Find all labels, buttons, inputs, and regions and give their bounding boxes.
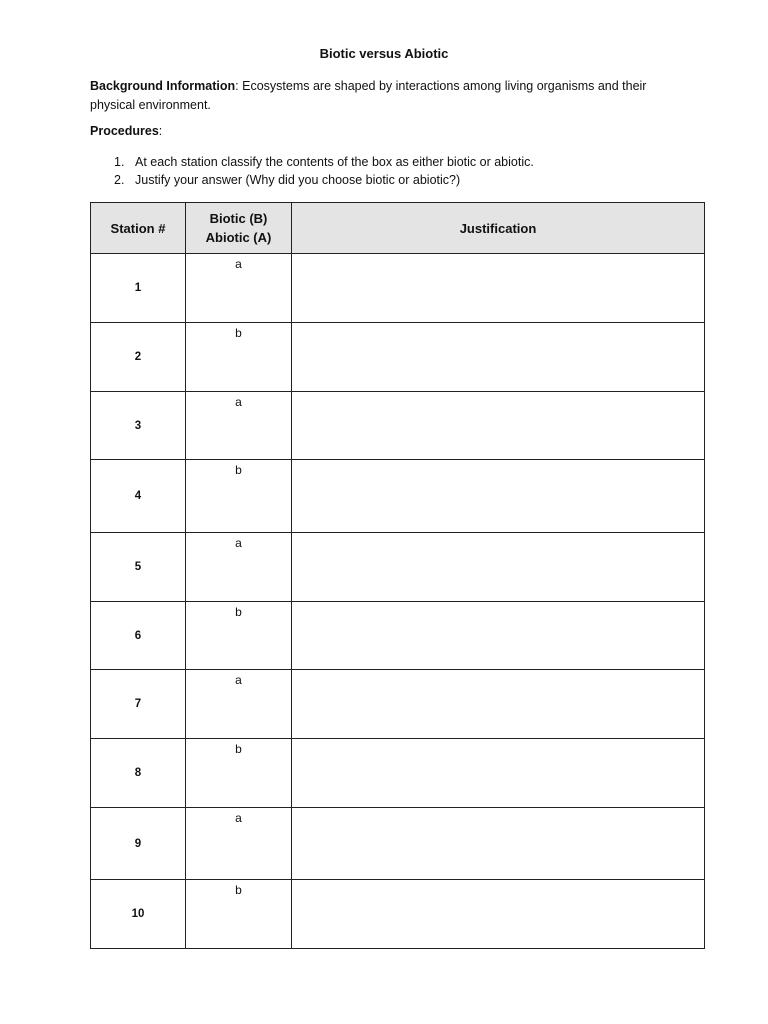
type-cell[interactable]: a bbox=[186, 533, 292, 602]
step-number: 1. bbox=[114, 155, 125, 169]
table-row bbox=[91, 460, 705, 533]
procedures-label: Procedures bbox=[90, 124, 159, 138]
type-cell[interactable]: a bbox=[186, 392, 292, 460]
station-number: 3 bbox=[91, 392, 186, 460]
justification-cell[interactable] bbox=[292, 602, 705, 670]
background-label: Background Information bbox=[90, 79, 236, 93]
justification-cell[interactable] bbox=[292, 533, 705, 602]
background-information bbox=[90, 77, 670, 115]
procedure-step bbox=[90, 171, 534, 189]
station-number: 4 bbox=[91, 460, 186, 533]
type-cell[interactable]: a bbox=[186, 808, 292, 880]
type-cell[interactable]: a bbox=[186, 670, 292, 739]
type-cell[interactable]: b bbox=[186, 880, 292, 949]
procedure-step bbox=[90, 153, 534, 171]
type-cell[interactable]: b bbox=[186, 323, 292, 392]
step-text: Justify your answer (Why did you choose biotic or abiotic?) bbox=[135, 173, 461, 187]
station-table bbox=[90, 202, 705, 949]
station-number: 6 bbox=[91, 602, 186, 670]
justification-cell[interactable] bbox=[292, 460, 705, 533]
station-number: 9 bbox=[91, 808, 186, 880]
header-justification: Justification bbox=[292, 203, 705, 254]
table-row bbox=[91, 602, 705, 670]
table-row bbox=[91, 392, 705, 460]
type-cell[interactable]: b bbox=[186, 739, 292, 808]
table-row bbox=[91, 323, 705, 392]
table-row bbox=[91, 739, 705, 808]
justification-cell[interactable] bbox=[292, 808, 705, 880]
header-station: Station # bbox=[91, 203, 186, 254]
table-row bbox=[91, 880, 705, 949]
station-number: 8 bbox=[91, 739, 186, 808]
table-header-row bbox=[91, 203, 705, 254]
justification-cell[interactable] bbox=[292, 254, 705, 323]
header-type bbox=[186, 203, 292, 254]
station-number: 10 bbox=[91, 880, 186, 949]
justification-cell[interactable] bbox=[292, 323, 705, 392]
step-text: At each station classify the contents of the box as either biotic or abiotic. bbox=[135, 155, 534, 169]
table-row bbox=[91, 808, 705, 880]
type-cell[interactable]: a bbox=[186, 254, 292, 323]
header-type-line2: Abiotic (A) bbox=[205, 230, 272, 245]
justification-cell[interactable] bbox=[292, 670, 705, 739]
table-row bbox=[91, 533, 705, 602]
table-row bbox=[91, 670, 705, 739]
station-number: 2 bbox=[91, 323, 186, 392]
station-number: 7 bbox=[91, 670, 186, 739]
table-row bbox=[91, 254, 705, 323]
procedures-heading bbox=[90, 124, 162, 138]
type-cell[interactable]: b bbox=[186, 460, 292, 533]
header-type-line1: Biotic (B) bbox=[209, 211, 268, 226]
background-text: : Ecosystems are shaped by interactions among living organisms and their physical environment. bbox=[90, 79, 647, 112]
procedures-colon: : bbox=[158, 124, 163, 138]
justification-cell[interactable] bbox=[292, 739, 705, 808]
procedure-steps bbox=[90, 153, 534, 189]
station-number: 5 bbox=[91, 533, 186, 602]
station-number: 1 bbox=[91, 254, 186, 323]
justification-cell[interactable] bbox=[292, 880, 705, 949]
step-number: 2. bbox=[114, 173, 125, 187]
type-cell[interactable]: b bbox=[186, 602, 292, 670]
page-title: Biotic versus Abiotic bbox=[319, 46, 449, 61]
justification-cell[interactable] bbox=[292, 392, 705, 460]
